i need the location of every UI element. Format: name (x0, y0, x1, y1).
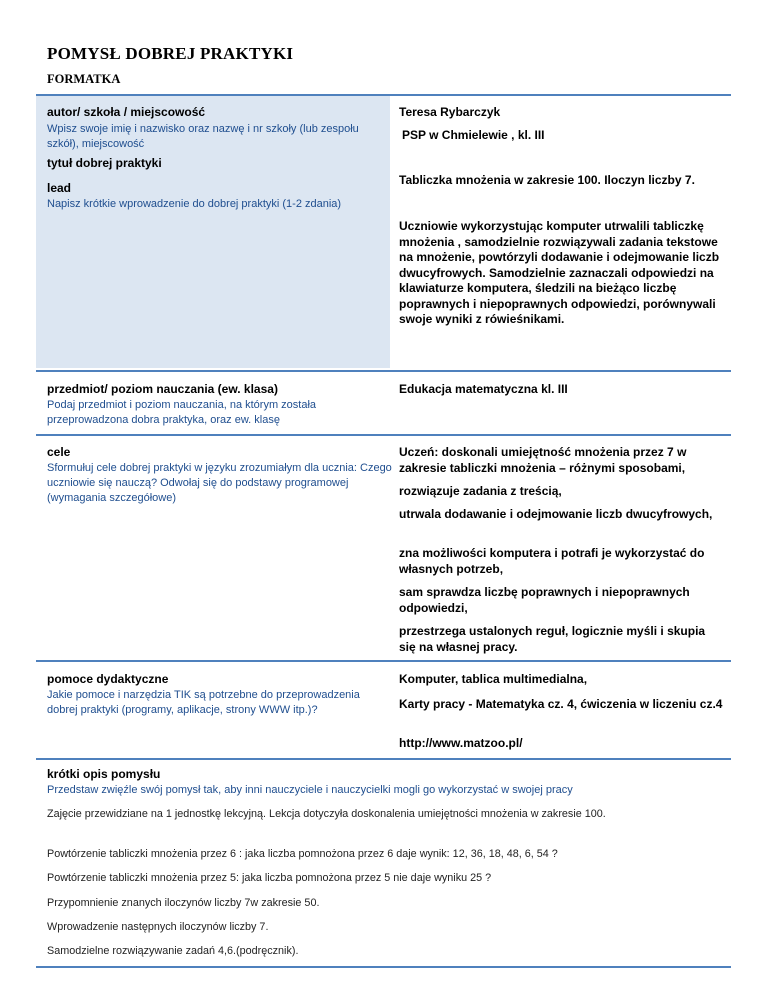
description-line: Samodzielne rozwiązywanie zadań 4,6.(podręcznik). (47, 945, 299, 957)
author-name: Teresa Rybarczyk (399, 105, 501, 119)
lead-text: Uczniowie wykorzystując komputer utrwalili tabliczkę mnożenia , samodzielnie rozwiązywali zadania tekstowe na mnożenie, powtórzyli dodawanie i odejmowanie liczb dwucyfrowych. Samodzielnie zaznaczali odpowiedzi na klawiaturze komputera, śledzili na bieżąco liczbę poprawnych i niepoprawnych odpowiedzi, porównywali swoje wyniki z rówieśnikami. (399, 219, 720, 326)
page-title: POMYSŁ DOBREJ PRAKTYKI (47, 44, 294, 63)
author-hint: Wpisz swoje imię i nazwisko oraz nazwę i nr szkoły (lub zespołu szkół), miejscowość (47, 123, 359, 150)
aids-hint: Jakie pomoce i narzędzia TIK są potrzebne do przeprowadzenia dobrej praktyki (programy, aplikacje, strony WWW itp.)? (47, 689, 360, 716)
section-divider-description (36, 758, 731, 760)
goal-item: sam sprawdza liczbę poprawnych i niepoprawnych odpowiedzi, (399, 585, 690, 615)
aids-label: pomoce dydaktyczne (47, 672, 169, 686)
author-label: autor/ szkoła / miejscowość (47, 105, 206, 119)
aid-item: Komputer, tablica multimedialna, (399, 672, 588, 686)
description-hint: Przedstaw zwięźle swój pomysł tak, aby inni nauczyciele i nauczycielki mogli go wykorzystać w swojej pracy (47, 784, 573, 796)
subject-label: przedmiot/ poziom nauczania (ew. klasa) (47, 382, 278, 396)
subject-value: Edukacja matematyczna kl. III (399, 382, 568, 396)
section-divider-bottom (36, 966, 731, 968)
lead-hint: Napisz krótkie wprowadzenie do dobrej praktyki (1-2 zdania) (47, 198, 342, 210)
description-line: Wprowadzenie następnych iloczynów liczby 7. (47, 921, 269, 933)
goals-hint: Sformułuj cele dobrej praktyki w języku zrozumiałym dla ucznia: Czego uczniowie się nauczą? Odwołaj się do podstawy programowej (wymagania szczegółowe) (47, 462, 392, 504)
section-divider-aids (36, 660, 731, 662)
aid-link[interactable]: http://www.matzoo.pl/ (399, 736, 523, 750)
goal-item: przestrzega ustalonych reguł, logicznie myśli i skupia się na własnej pracy. (399, 624, 706, 654)
goal-item: utrwala dodawanie i odejmowanie liczb dwucyfrowych, (399, 507, 713, 521)
description-line: Powtórzenie tabliczki mnożenia przez 5: jaka liczba pomnożona przez 5 nie daje wyniku 25 ? (47, 872, 492, 884)
section-divider-subject (36, 370, 731, 372)
page-subtitle: FORMATKA (47, 72, 121, 86)
practice-title: Tabliczka mnożenia w zakresie 100. Iloczyn liczby 7. (399, 173, 695, 187)
description-line: Przypomnienie znanych iloczynów liczby 7w zakresie 50. (47, 897, 320, 909)
description-line: Zajęcie przewidziane na 1 jednostkę lekcyjną. Lekcja dotyczyła doskonalenia umiejętności mnożenia w zakresie 100. (47, 808, 606, 820)
aid-item: Karty pracy - Matematyka cz. 4, ćwiczenia w liczeniu cz.4 (399, 697, 723, 711)
goal-item: Uczeń: doskonali umiejętność mnożenia przez 7 w zakresie tabliczki mnożenia – różnymi sposobami, (399, 445, 687, 475)
title-label: tytuł dobrej praktyki (47, 156, 162, 170)
lead-label: lead (47, 181, 72, 195)
goal-item: zna możliwości komputera i potrafi je wykorzystać do własnych potrzeb, (399, 546, 705, 576)
description-label: krótki opis pomysłu (47, 767, 161, 781)
goals-label: cele (47, 445, 71, 459)
goal-item: rozwiązuje zadania z treścią, (399, 484, 562, 498)
subject-hint: Podaj przedmiot i poziom nauczania, na którym została przeprowadzona dobra praktyka, oraz ew. klasę (47, 399, 317, 426)
section-divider-goals (36, 434, 731, 436)
author-school: PSP w Chmielewie , kl. III (402, 128, 545, 142)
description-line: Powtórzenie tabliczki mnożenia przez 6 : jaka liczba pomnożona przez 6 daje wynik: 12, 36, 18, 48, 6, 54 ? (47, 848, 558, 860)
